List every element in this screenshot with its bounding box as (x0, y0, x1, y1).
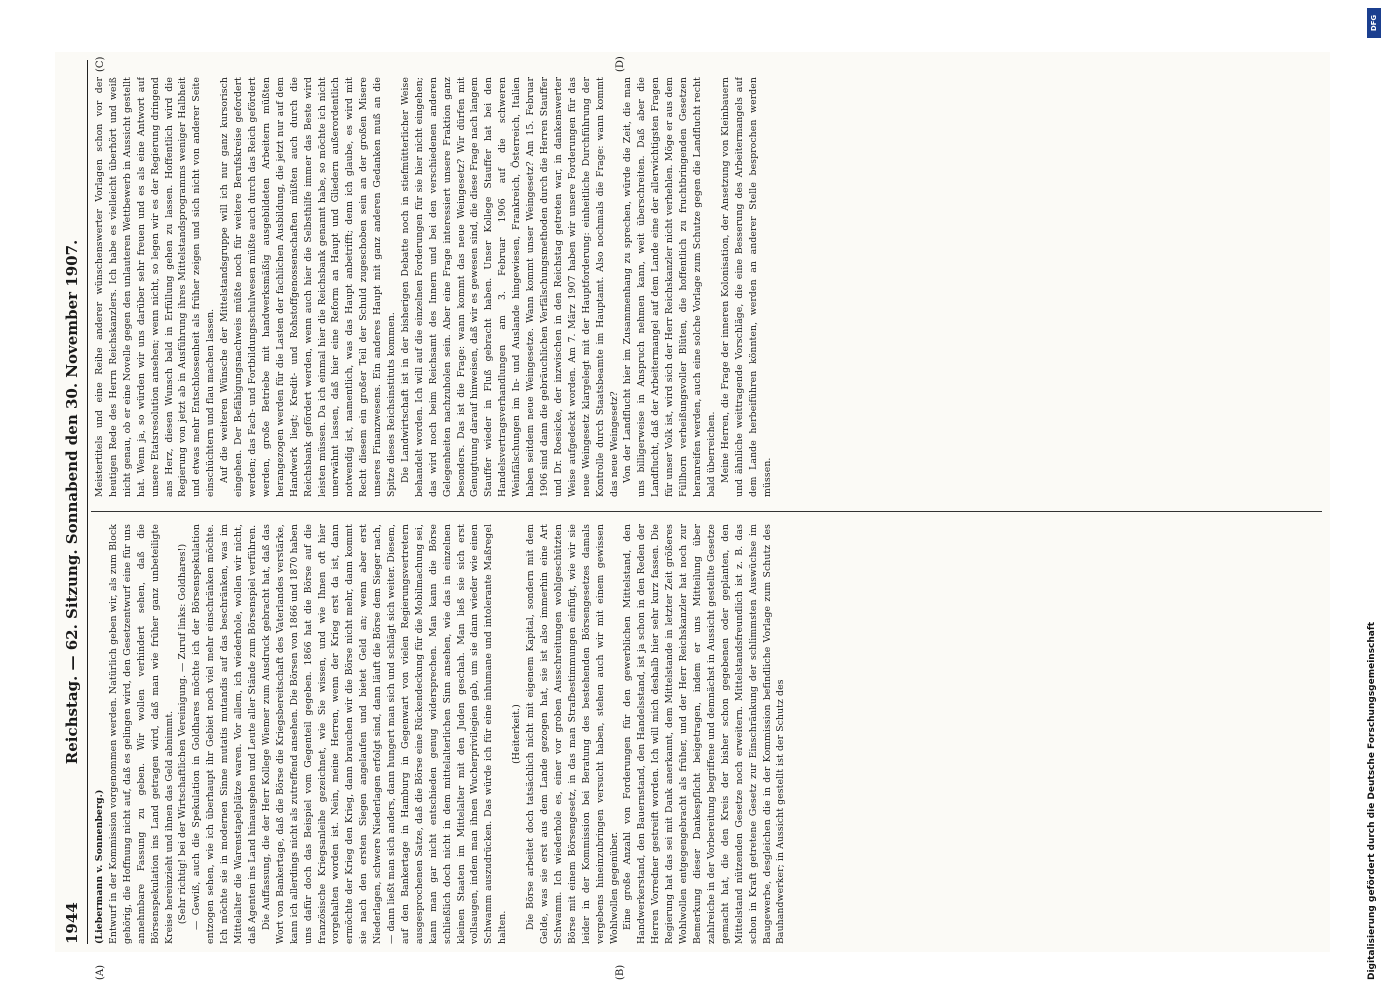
paragraph: Auf die weiteren Wünsche der Mittelstandsgruppe will ich nur ganz kursorisch eingehen. Der Befähigungsnachweis müßte noch für weitere Berufskreise gefordert werden; das Fach- und Fortbildungsschulwesen müßte auch durch das Reich gefördert werden, große Betriebe mit handwerksmäßig ausgebildeten Arbeitern müßten herangezogen werden für die Lasten der fachlichen Ausbildung, die jetzt nur auf dem Handwerk liegt; Kredit- und Rohstoffgenossenschaften müßten auch durch die Reichsbank gefördert werden, wenn auch hier die Selbsthilfe immer das Beste wird leisten müssen. Da ich einmal hier die Reichsbank genannt habe, so möchte ich nicht unerwähnt lassen, daß hier eine Reform an Haupt und Gliedern außerordentlich notwendig ist, namentlich, was das Haupt anbetrifft; denn ich glaube, es wird mit Recht diesem ein großer Teil der Schuld zugeschoben sein an der großen Misere unseres Finanzwesens. Ein anderes Haupt mit ganz anderen Gedanken muß an die Spitze dieses Reichsinstituts kommen. (219, 77, 398, 497)
logo-text: DFG (1370, 14, 1378, 32)
speaker-name: (Liebermann v. Sonnenberg.) (94, 789, 105, 944)
right-column (93, 77, 1324, 497)
paragraph: — Gewiß, auch die Spekulation in Goldhares möchte ich der Börsenspekulation entzogen sehen, wie ich überhaupt ihr Gebiet noch viel mehr einschränken möchte. Ich möchte sie in modernen Sinne mutatis mutandis auf das beschränken, was im Mittelalter die Warenstapelplätze waren. Vor allem, ich wiederhole, wollen wir nicht, daß Agenten ins Land hinausgehen und Leute aller Stände zum Börsenspiel verführen. (191, 524, 258, 944)
paragraph: Meine Herren, die Frage der inneren Kolonisation, der Ansetzung von Kleinbauern und ähnliche weittragende Vorschläge, die eine Besserung des Arbeitermangels auf dem Lande herbeiführen könnten, werden an anderer Stelle besprochen werden müssen. (719, 77, 773, 497)
left-column (93, 524, 1324, 944)
paragraph: Die Landwirtschaft ist in der bisherigen Debatte noch in stiefmütterlicher Weise behandelt worden. Ich will auf die einzelnen Forderungen für sie hier nicht eingehen; das wird noch beim Reichsamt des Innern und bei den verschiedenen anderen Gelegenheiten nachzuholen sein. Aber eine Frage interessiert unsere Fraktion ganz besonders. Das ist die Frage: wann kommt das neue Weingesetz? Wir dürfen mit Genugtuung darauf hinweisen, daß wir es gewesen sind, die diese Frage nach langem Stauffer wieder in Fluß gebracht haben. Unser Kollege Stauffer hat bei den Handelsvertragsverhandlungen am 3. Februar 1906 auf die schweren Weinfälschungen im In- und Auslande hingewiesen, Frankreich, Österreich, Italien haben seitdem neue Weingesetze. Wann kommt unser Weingesetz? Am 15. Februar 1906 sind dann die gebräuchlichen Verfälschungsmethoden durch die Herren Stauffer und Dr. Roesicke, der inzwischen in den Reichstag getreten war, in dankenswerter Weise aufgedeckt worden. Am 7. März 1907 haben wir unsere Forderungen für das neue Weingesetz klargelegt mit der Hauptforderung: einheitliche Durchführung der Kontrolle durch Staatsbeamte im Hauptamt. Also nochmals die Frage: wann kommt das neue Weingesetz? (399, 77, 620, 497)
page-header (59, 60, 88, 944)
interjection: (Heiterkeit.) (511, 704, 523, 764)
paragraph: Die Börse arbeitet doch tatsächlich nicht mit eigenem Kapital, sondern mit dem Gelde, was sie erst aus dem Lande gezogen hat, sie ist also immerhin eine Art Schwamm. Ich wiederhole es, einer vor groben Ausschreitungen wohlgeschützten Börse mit einem Börsengesetz, in das man Strafbestimmungen einfügt, wie wir sie leider in der Kommission bei Beratung des bestehenden Börsengesetzes damals vergebens hineinzubringen versucht haben, stehen auch wir mit einem gewissen Wohlwollen gegenüber. (525, 524, 620, 944)
page-title: Reichstag. — 62. Sitzung. Sonnabend den 30. November 1907. (63, 239, 81, 765)
column-divider (91, 511, 1322, 512)
interjection: (Sehr richtig! bei der Wirtschaftlichen Vereinigung. — Zuruf links: Goldhares!) (177, 543, 189, 925)
paragraph: Meistertitels und eine Reihe anderer wünschenswerter Vorlagen schon vor der heutigen Rede des Herrn Reichskanzlers. Ich habe es vielleicht überhört und weiß nicht genau, ob er eine Novelle gegen den unlauteren Wettbewerb in Aussicht gestellt hat. Wenn ja, so würden wir uns darüber sehr freuen und es als eine Antwort auf unsere Etatsresolution ansehen; wenn nicht, so legen wir es der Regierung dringend ans Herz, diesen Wunsch bald in Erfüllung gehen zu lassen. Hoffentlich wird die Regierung von jetzt ab in Ausführung ihres Mittelstandsprogramms weniger Halbheit und etwas mehr Entschlossenheit als früher zeigen und sich nicht von anderer Seite einschüchtern und flau machen lassen. (94, 77, 217, 497)
dfg-logo (1367, 8, 1381, 38)
document-page (55, 52, 1330, 980)
stamp-text: Digitalisierung gefördert durch die Deutsche Forschungsgemeinschaft (1367, 621, 1377, 980)
digitization-stamp (1367, 380, 1381, 990)
paragraph: Von der Landflucht hier im Zusammenhang zu sprechen, würde die Zeit, die man uns billigerweise in Anspruch nehmen kann, weit überschreiten. Daß aber die Landflucht, daß der Arbeitermangel auf dem Lande eine der allerwichtigsten Fragen für unser Volk ist, wird sich der Herr Reichskanzler nicht verhehlen. Möge er aus dem Füllhorn verheißungsvoller Blüten, die hoffentlich zu fruchtbringenden Gesetzen heranreifen werden, auch eine solche Vorlage zum Schutze gegen die Landflucht recht bald überreichen. (622, 77, 717, 497)
page-number: 1944 (63, 902, 81, 944)
margin-marker-c: (C) (95, 56, 106, 72)
paragraph: Entwurf in der Kommission vorgenommen werden. Natürlich geben wir, als zum Block gehörig, die Hoffnung nicht auf, daß es gelingen wird, den Gesetzentwurf eine für uns annehmbare Fassung zu geben. Wir wollen verhindert sehen, daß die Börsenspekulation ins Land getragen wird, daß man wie früher ganz unbeteiligte Kreise hereinzieht und ihnen das Geld abnimmt. (107, 524, 175, 944)
margin-marker-b: (B) (615, 964, 626, 980)
margin-marker-d: (D) (615, 56, 626, 72)
paragraph: Eine große Anzahl von Forderungen für den gewerblichen Mittelstand, den Handwerkerstand, den Bauernstand, den Handelsstand, ist ja schon in den Reden der Herren Vorredner gestreift worden. Ich will mich deshalb hier sehr kurz fassen. Die Regierung hat das sei mit Dank anerkannt, dem Mittelstande in letzter Zeit größeres Wohlwollen entgegengebracht als früher, und der Herr Reichskanzler hat noch zur Bemerkung dieser Dankespflicht beigetragen, indem er uns Mitteilung über zahlreiche in der Vorbereitung begriffene und demnächst in Aussicht gestellte Gesetze gemacht hat, die den Kreis der bisher schon gegebenen oder geplanten, den Mittelstand nützenden Gesetze noch erweitern. Mittelstandsfreundlich ist z. B. das schon in Kraft getretene Gesetz zur Einschränkung der schlimmsten Auswüchse im Baugewerbe, desgleichen die in der Kommission befindliche Vorlage zum Schutz des Bauhandwerker; in Aussicht gestellt ist der Schutz des (622, 524, 787, 944)
margin-marker-a: (A) (95, 964, 106, 980)
paragraph: Die Auffassung, die der Herr Kollege Wiemer zum Ausdruck gebracht hat, daß das Wort von Bankertage, daß die Börse die Kriegsbereitschaft des Vaterlandes verstärke, kann ich allerdings nicht als zutreffend ansehen. Die Börsen von 1866 und 1870 haben uns dafür doch das Beispiel vom Gegenteil gegeben. 1866 hat die Börse auf die französische Kriegsanleihe gezeichnet, wie Sie wissen, und wie Ihnen oft hier vorgehalten worden ist. Nein, meine Herren, wenn der Krieg erst da ist, dann ermöchte der Krieg den Krieg, dann brauchen wir die Börse nicht mehr, dann kommt sie nach den ersten Siegen angelaufen und bietet Geld an; wenn aber erst Niederlagen, schwere Niederlagen erfolgt sind, dann läuft die Börse dem Sieger nach, — dann ließt man sich anders, dann hungert man sich und schlägt sich weiter. Diesem, auf den Bankertage in Hamburg in Gegenwart von vielen Regierungsvertretern ausgesprochenen Satze, daß die Börse eine Rückendeckung für die Mobilmachung sei, kann man gar nicht entschieden genug widersprechen. Man kann die Börse schließlich doch nicht in dem mittelalterlichen Sinn ansehen, wie das in einzelnen kleinen Staaten im Mittelalter mit den Juden geschah. Man ließ sie sich erst vollsaugen, indem man ihnen Wucherprivilegien gab, um sie dann wieder wie einen Schwamm auszudrücken. Das würde ich für eine inhumane und intolerante Maßregel halten. (260, 524, 509, 944)
